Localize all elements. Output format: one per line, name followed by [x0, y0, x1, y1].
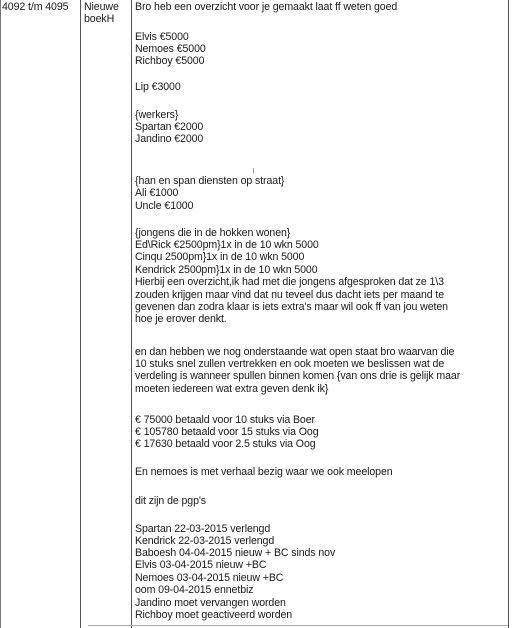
message-line: € 75000 betaald voor 10 stuks via Boer	[135, 414, 315, 426]
message-line: Kendrick 2500pm}1x in de 10 wkn 5000	[135, 264, 318, 276]
message-line: € 17630 betaald voor 2.5 stuks via Oog	[135, 438, 316, 450]
table-column-divider-2	[131, 0, 132, 628]
message-line: Jandino €2000	[135, 133, 204, 145]
message-line: Richboy moet geactiveerd worden	[135, 609, 293, 621]
message-line: Cinqu 2500pm}1x in de 10 wkn 5000	[135, 251, 305, 263]
message-line: Hierbij een overzicht,ik had met die jongens afgesproken dat ze 1\3	[135, 276, 444, 288]
message-line: Nemoes 03-04-2015 nieuw +BC	[135, 572, 284, 584]
category-line-1: Nieuwe	[84, 1, 119, 13]
message-line: Spartan 22-03-2015 verlengd	[135, 523, 271, 535]
message-line: {jongens die in de hokken wonen}	[135, 227, 291, 239]
table-right-border	[508, 0, 509, 628]
message-line: Jandino moet vervangen worden	[135, 597, 286, 609]
message-line: Kendrick 22-03-2015 verlengd	[135, 535, 275, 547]
message-line: Baboesh 04-04-2015 nieuw + BC sinds nov	[135, 547, 336, 559]
table-column-divider-1	[80, 0, 81, 628]
table-bottom-border	[88, 625, 508, 626]
message-line: hoe je erover denkt.	[135, 313, 227, 325]
message-line: Lip €3000	[135, 81, 181, 93]
message-line: {han en span diensten op straat}	[135, 175, 285, 187]
message-line: Elvis 03-04-2015 nieuw +BC	[135, 559, 267, 571]
message-line: moeten iedereen wat extra geven denk ik}	[135, 383, 329, 395]
message-line: dit zijn de pgp's	[135, 495, 206, 507]
message-line: oom 09-04-2015 ennetbiz	[135, 584, 254, 596]
message-line: Spartan €2000	[135, 121, 204, 133]
message-line: zouden krijgen maar vind dat nu teveel dus dacht iets per maand te	[135, 289, 445, 301]
message-line: Richboy €5000	[135, 55, 205, 67]
message-line: Ali €1000	[135, 187, 179, 199]
message-line: € 105780 betaald voor 15 stuks via Oog	[135, 426, 319, 438]
message-line: 10 stuks snel zullen vertrekken en ook moeten we beslissen wat de	[135, 358, 445, 370]
message-line: verdeling is wanneer spullen binnen komen {van ons drie is gelijk maar	[135, 370, 461, 382]
message-line: Elvis €5000	[135, 31, 189, 43]
category-line-2: boekH	[84, 13, 115, 26]
message-line: {werkers}	[135, 109, 179, 121]
scan-mark	[253, 168, 254, 173]
message-line: Nemoes €5000	[135, 43, 206, 55]
reference-cell: 4092 t/m 4095	[2, 1, 69, 13]
category-cell	[84, 1, 119, 25]
message-line: en dan hebben we nog onderstaande wat open staat bro waarvan die	[135, 346, 455, 358]
message-line: Uncle €1000	[135, 200, 194, 212]
message-line: Ed\Rick €2500pm}1x in de 10 wkn 5000	[135, 239, 319, 251]
message-line: gevenen dan zodra klaar is iets extra's maar wil ook ff van jou weten	[135, 301, 448, 313]
message-line: En nemoes is met verhaal bezig waar we ook meelopen	[135, 466, 393, 478]
table-left-border	[0, 0, 1, 628]
message-line: Bro heb een overzicht voor je gemaakt laat ff weten goed	[135, 1, 398, 13]
